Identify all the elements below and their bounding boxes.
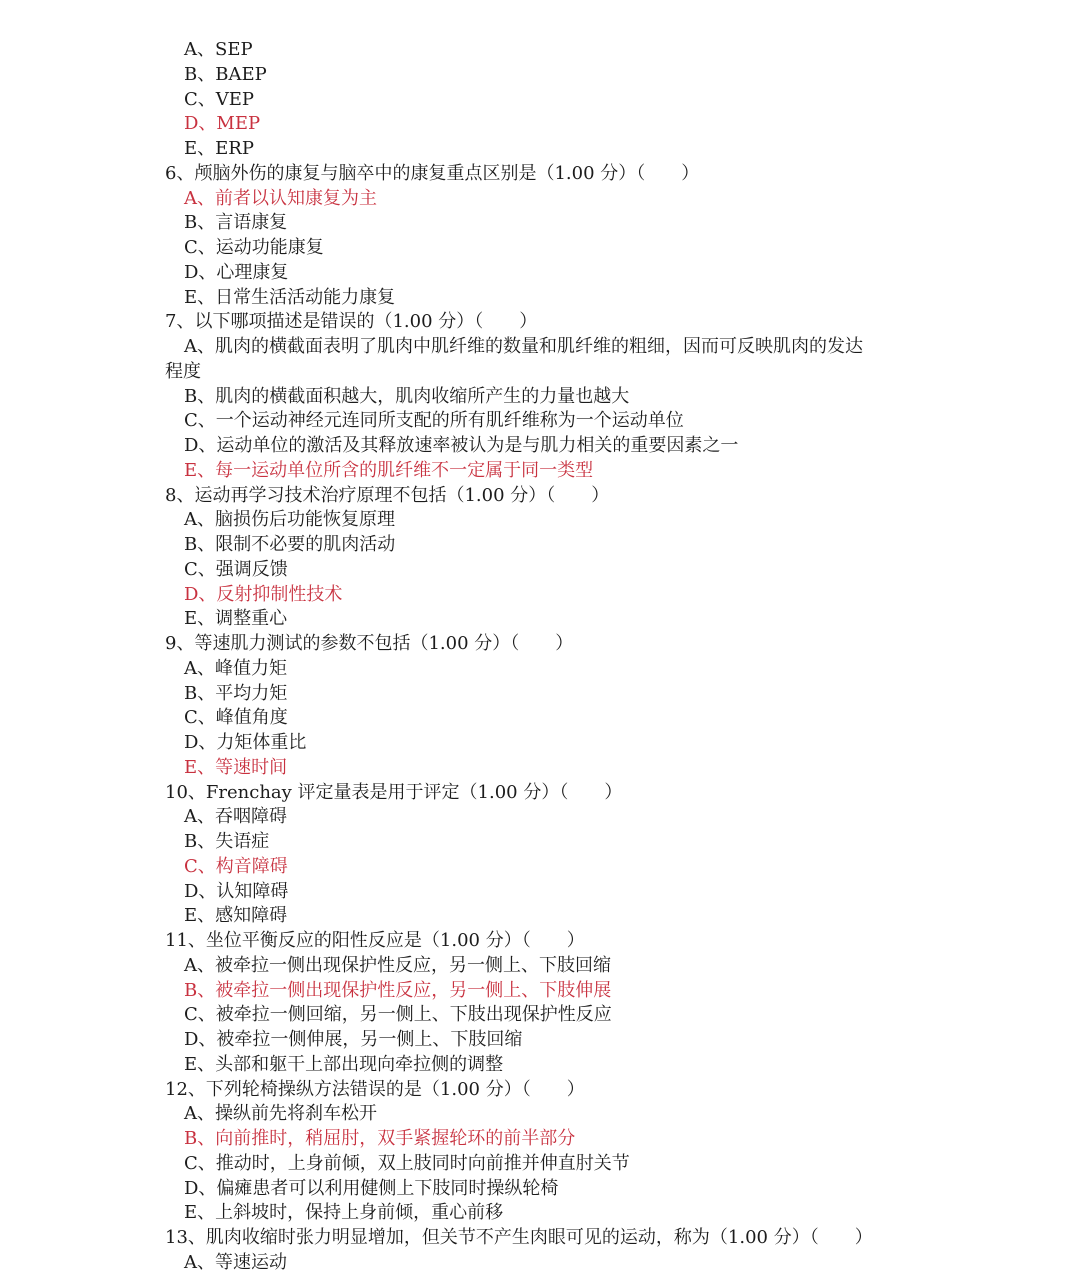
option-line: E、上斜坡时，保持上身前倾，重心前移 (184, 1202, 504, 1224)
option-line: C、峰值角度 (184, 707, 288, 729)
option-line: D、被牵拉一侧伸展，另一侧上、下肢回缩 (184, 1029, 523, 1050)
option-line: A、SEP (184, 39, 253, 60)
option-line: E、ERP (184, 138, 254, 159)
question-line: 6、颅脑外伤的康复与脑卒中的康复重点区别是（1.00 分）（ ） (165, 162, 700, 184)
option-line: A、操纵前先将刹车松开 (184, 1103, 377, 1125)
option-line: E、头部和躯干上部出现向牵拉侧的调整 (184, 1053, 504, 1075)
answer-option-line: B、被牵拉一侧出现保护性反应，另一侧上、下肢伸展 (184, 979, 612, 1001)
answer-option-line: D、反射抑制性技术 (184, 583, 343, 605)
option-line: A、等速运动 (184, 1251, 287, 1273)
option-line: B、失语症 (184, 831, 270, 852)
option-line: C、强调反馈 (184, 558, 288, 580)
option-line: B、限制不必要的肌肉活动 (184, 534, 396, 555)
question-line: 8、运动再学习技术治疗原理不包括（1.00 分）（ ） (165, 484, 610, 506)
option-line: A、脑损伤后功能恢复原理 (184, 509, 395, 531)
option-line: A、吞咽障碍 (184, 806, 287, 828)
answer-option-line: D、MEP (184, 113, 261, 135)
option-line: C、VEP (184, 88, 255, 110)
option-continuation: 程度 (165, 360, 201, 382)
question-line: 10、Frenchay 评定量表是用于评定（1.00 分）（ ） (165, 781, 623, 803)
option-line: B、BAEP (184, 63, 267, 85)
option-line: C、推动时，上身前倾，双上肢同时向前推并伸直肘关节 (184, 1152, 630, 1174)
option-line: B、言语康复 (184, 212, 288, 234)
option-line: E、感知障碍 (184, 905, 288, 927)
answer-option-line: E、每一运动单位所含的肌纤维不一定属于同一类型 (184, 459, 594, 481)
question-line: 7、以下哪项描述是错误的（1.00 分）（ ） (165, 311, 538, 333)
question-line: 12、下列轮椅操纵方法错误的是（1.00 分）（ ） (165, 1078, 585, 1100)
option-line: A、峰值力矩 (184, 657, 287, 679)
option-line: D、心理康复 (184, 261, 289, 283)
option-line: D、认知障碍 (184, 880, 289, 902)
option-line: D、运动单位的激活及其释放速率被认为是与肌力相关的重要因素之一 (184, 435, 739, 456)
option-line: E、日常生活活动能力康复 (184, 286, 396, 308)
option-line: A、被牵拉一侧出现保护性反应，另一侧上、下肢回缩 (184, 954, 611, 976)
answer-option-line: B、向前推时，稍屈肘，双手紧握轮环的前半部分 (184, 1128, 576, 1149)
question-line: 11、坐位平衡反应的阳性反应是（1.00 分）（ ） (165, 930, 585, 951)
option-line: A、肌肉的横截面表明了肌肉中肌纤维的数量和肌纤维的粗细，因而可反映肌肉的发达 (184, 336, 863, 357)
option-line: B、平均力矩 (184, 682, 288, 704)
question-line: 13、肌肉收缩时张力明显增加，但关节不产生肉眼可见的运动，称为（1.00 分）（ ） (165, 1227, 873, 1248)
option-line: E、调整重心 (184, 608, 288, 630)
option-line: C、被牵拉一侧回缩，另一侧上、下肢出现保护性反应 (184, 1004, 612, 1026)
option-line: D、偏瘫患者可以利用健侧上下肢同时操纵轮椅 (184, 1177, 559, 1199)
option-line: C、运动功能康复 (184, 237, 324, 258)
option-line: D、力矩体重比 (184, 732, 307, 753)
option-line: B、肌肉的横截面积越大，肌肉收缩所产生的力量也越大 (184, 385, 630, 407)
answer-option-line: C、构音障碍 (184, 855, 288, 877)
exam-document (0, 38, 1080, 1276)
question-line: 9、等速肌力测试的参数不包括（1.00 分）（ ） (165, 633, 574, 654)
answer-option-line: A、前者以认知康复为主 (184, 187, 377, 209)
answer-option-line: E、等速时间 (184, 756, 288, 778)
option-line: C、一个运动神经元连同所支配的所有肌纤维称为一个运动单位 (184, 410, 684, 432)
